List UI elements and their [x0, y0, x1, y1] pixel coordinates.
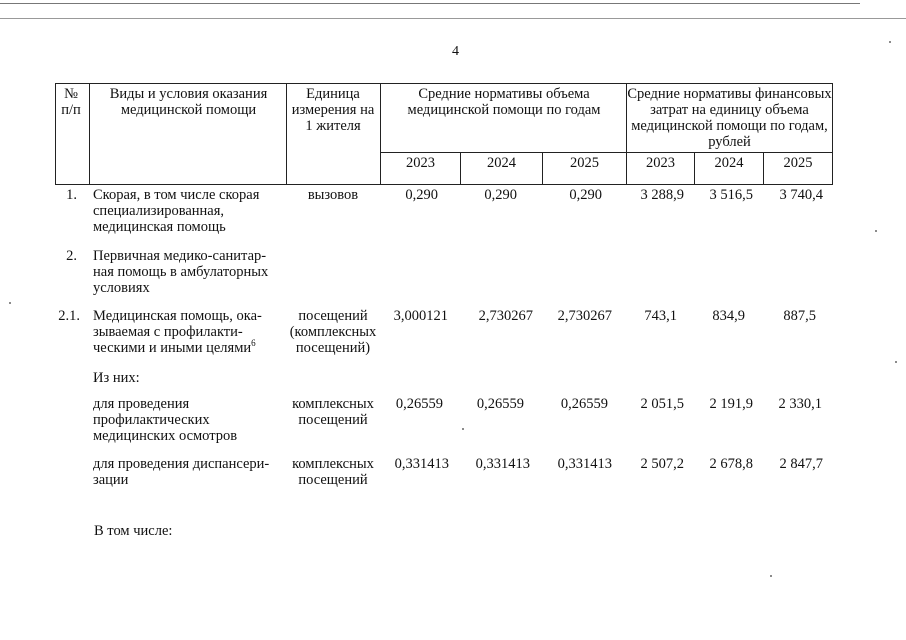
value: 2,730267 — [557, 308, 612, 324]
scan-edge-line — [0, 3, 860, 4]
scan-edge-line — [0, 18, 906, 19]
value: 3,000121 — [393, 308, 448, 324]
value: 2 191,9 — [709, 396, 753, 412]
row-number: 2.1. — [58, 308, 80, 324]
scan-speck — [9, 302, 11, 304]
header-year: 2024 — [714, 155, 744, 171]
value: 0,290 — [569, 187, 602, 203]
scan-speck — [895, 361, 897, 363]
unit: комплексных посещений — [292, 396, 374, 428]
value: 2 330,1 — [778, 396, 822, 412]
care-type: для проведения профилактических медицинских осмотров — [93, 396, 238, 444]
footnote-marker: 6 — [251, 338, 256, 349]
footer-note: В том числе: — [94, 523, 173, 539]
value: 0,26559 — [476, 396, 524, 412]
value: 2 847,7 — [779, 456, 823, 472]
header-unit: Единица измерения на 1 жителя — [291, 86, 375, 134]
header-year: 2025 — [570, 155, 599, 171]
header-year: 2024 — [487, 155, 516, 171]
unit: комплексных посещений — [292, 456, 374, 488]
care-type: Первичная медико-санитар-ная помощь в амбулаторных условиях — [93, 248, 269, 296]
care-type — [93, 308, 283, 356]
value: 887,5 — [783, 308, 816, 324]
value: 2 678,8 — [709, 456, 753, 472]
value: 3 740,4 — [779, 187, 823, 203]
unit: вызовов — [307, 187, 359, 203]
header-year: 2023 — [646, 155, 675, 171]
value: 2,730267 — [478, 308, 533, 324]
scan-speck — [462, 428, 464, 430]
care-type: Из них: — [93, 370, 140, 386]
value: 2 507,2 — [640, 456, 684, 472]
value: 0,290 — [405, 187, 438, 203]
page-number: 4 — [452, 44, 459, 59]
header-finance-norms: Средние нормативы финансовых затрат на единицу объема медицинской помощи по годам, рублей — [627, 86, 832, 150]
value: 2 051,5 — [640, 396, 684, 412]
value: 0,331413 — [394, 456, 449, 472]
header-year: 2023 — [406, 155, 435, 171]
value: 0,26559 — [560, 396, 608, 412]
value: 0,331413 — [475, 456, 530, 472]
care-type: Скорая, в том числе скорая специализированная, медицинская помощь — [93, 187, 260, 235]
header-care-type: Виды и условия оказания медицинской помощи — [109, 86, 268, 118]
scan-speck — [889, 41, 891, 43]
scan-speck — [875, 230, 877, 232]
row-number: 2. — [66, 248, 77, 264]
value: 3 516,5 — [709, 187, 753, 203]
value: 0,290 — [484, 187, 517, 203]
value: 834,9 — [712, 308, 745, 324]
value: 3 288,9 — [640, 187, 684, 203]
header-number: № п/п — [61, 86, 81, 118]
header-year: 2025 — [783, 155, 813, 171]
row-number: 1. — [66, 187, 77, 203]
header-volume-norms: Средние нормативы объема медицинской помощи по годам — [407, 86, 601, 118]
value: 0,331413 — [557, 456, 612, 472]
value: 743,1 — [644, 308, 677, 324]
unit: посещений (комплексных посещений) — [289, 308, 377, 356]
value: 0,26559 — [395, 396, 443, 412]
care-type: для проведения диспансери-зации — [93, 456, 270, 488]
care-type-text: Медицинская помощь, ока-зываемая с профилакти-ческими и иными целями — [93, 308, 262, 356]
scan-speck — [770, 575, 772, 577]
